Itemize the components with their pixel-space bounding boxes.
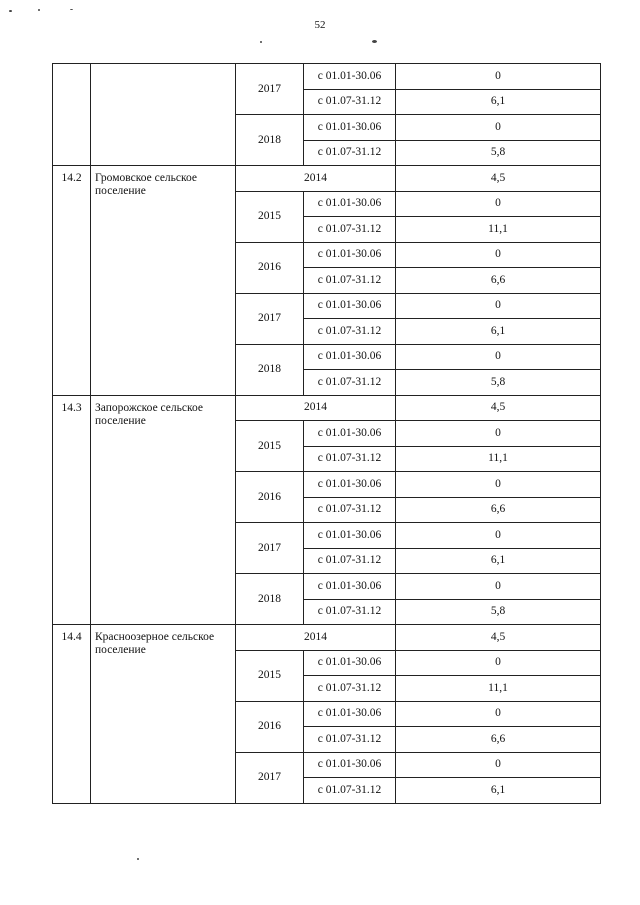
period-cell: с 01.07-31.12 bbox=[304, 599, 396, 625]
period-cell: с 01.01-30.06 bbox=[304, 574, 396, 600]
period-cell: с 01.07-31.12 bbox=[304, 140, 396, 166]
value-cell: 0 bbox=[396, 650, 601, 676]
section-number-cell: 14.4 bbox=[53, 625, 91, 804]
scan-speck bbox=[38, 9, 40, 11]
value-cell: 11,1 bbox=[396, 676, 601, 702]
period-cell: с 01.01-30.06 bbox=[304, 752, 396, 778]
value-cell: 0 bbox=[396, 701, 601, 727]
value-cell: 0 bbox=[396, 191, 601, 217]
table-row bbox=[53, 166, 601, 192]
scan-speck bbox=[260, 41, 262, 43]
base-value-cell: 4,5 bbox=[396, 625, 601, 651]
base-value-cell: 4,5 bbox=[396, 395, 601, 421]
section-name-cell: Запорожское сельское поселение bbox=[91, 395, 236, 625]
section-number-cell bbox=[53, 64, 91, 166]
base-year-cell: 2014 bbox=[236, 395, 396, 421]
value-cell: 0 bbox=[396, 242, 601, 268]
year-cell: 2015 bbox=[236, 191, 304, 242]
period-cell: с 01.01-30.06 bbox=[304, 421, 396, 447]
value-cell: 11,1 bbox=[396, 446, 601, 472]
year-cell: 2016 bbox=[236, 701, 304, 752]
period-cell: с 01.07-31.12 bbox=[304, 217, 396, 243]
value-cell: 6,1 bbox=[396, 778, 601, 804]
section-name-cell: Громовское сельское поселение bbox=[91, 166, 236, 396]
section-name-cell bbox=[91, 64, 236, 166]
period-cell: с 01.07-31.12 bbox=[304, 778, 396, 804]
value-cell: 5,8 bbox=[396, 599, 601, 625]
period-cell: с 01.07-31.12 bbox=[304, 370, 396, 396]
period-cell: с 01.01-30.06 bbox=[304, 115, 396, 141]
period-cell: с 01.01-30.06 bbox=[304, 523, 396, 549]
year-cell: 2017 bbox=[236, 64, 304, 115]
period-cell: с 01.07-31.12 bbox=[304, 446, 396, 472]
base-year-cell: 2014 bbox=[236, 166, 396, 192]
tariff-table bbox=[52, 63, 601, 804]
table-row bbox=[53, 64, 601, 90]
period-cell: с 01.01-30.06 bbox=[304, 701, 396, 727]
value-cell: 11,1 bbox=[396, 217, 601, 243]
period-cell: с 01.07-31.12 bbox=[304, 548, 396, 574]
section-number-cell: 14.3 bbox=[53, 395, 91, 625]
period-cell: с 01.07-31.12 bbox=[304, 497, 396, 523]
scan-speck bbox=[372, 40, 377, 43]
table-row bbox=[53, 625, 601, 651]
year-cell: 2016 bbox=[236, 242, 304, 293]
period-cell: с 01.07-31.12 bbox=[304, 89, 396, 115]
value-cell: 6,6 bbox=[396, 727, 601, 753]
year-cell: 2017 bbox=[236, 293, 304, 344]
section-number-cell: 14.2 bbox=[53, 166, 91, 396]
value-cell: 0 bbox=[396, 293, 601, 319]
scan-speck bbox=[70, 9, 73, 10]
period-cell: с 01.01-30.06 bbox=[304, 242, 396, 268]
value-cell: 0 bbox=[396, 344, 601, 370]
year-cell: 2018 bbox=[236, 574, 304, 625]
value-cell: 6,6 bbox=[396, 497, 601, 523]
year-cell: 2017 bbox=[236, 752, 304, 803]
period-cell: с 01.01-30.06 bbox=[304, 650, 396, 676]
period-cell: с 01.07-31.12 bbox=[304, 727, 396, 753]
base-year-cell: 2014 bbox=[236, 625, 396, 651]
value-cell: 6,1 bbox=[396, 319, 601, 345]
year-cell: 2018 bbox=[236, 115, 304, 166]
year-cell: 2015 bbox=[236, 421, 304, 472]
value-cell: 0 bbox=[396, 115, 601, 141]
value-cell: 0 bbox=[396, 752, 601, 778]
period-cell: с 01.07-31.12 bbox=[304, 676, 396, 702]
period-cell: с 01.01-30.06 bbox=[304, 344, 396, 370]
value-cell: 0 bbox=[396, 574, 601, 600]
period-cell: с 01.07-31.12 bbox=[304, 268, 396, 294]
year-cell: 2017 bbox=[236, 523, 304, 574]
year-cell: 2018 bbox=[236, 344, 304, 395]
value-cell: 0 bbox=[396, 421, 601, 447]
value-cell: 0 bbox=[396, 523, 601, 549]
value-cell: 5,8 bbox=[396, 370, 601, 396]
period-cell: с 01.01-30.06 bbox=[304, 472, 396, 498]
value-cell: 5,8 bbox=[396, 140, 601, 166]
value-cell: 0 bbox=[396, 472, 601, 498]
year-cell: 2015 bbox=[236, 650, 304, 701]
value-cell: 0 bbox=[396, 64, 601, 90]
period-cell: с 01.01-30.06 bbox=[304, 293, 396, 319]
period-cell: с 01.07-31.12 bbox=[304, 319, 396, 345]
table-row bbox=[53, 395, 601, 421]
year-cell: 2016 bbox=[236, 472, 304, 523]
value-cell: 6,6 bbox=[396, 268, 601, 294]
section-name-cell: Красноозерное сельское поселение bbox=[91, 625, 236, 804]
value-cell: 6,1 bbox=[396, 548, 601, 574]
base-value-cell: 4,5 bbox=[396, 166, 601, 192]
scan-speck bbox=[137, 858, 139, 860]
value-cell: 6,1 bbox=[396, 89, 601, 115]
period-cell: с 01.01-30.06 bbox=[304, 64, 396, 90]
scan-speck bbox=[9, 10, 12, 12]
page-number: 52 bbox=[314, 19, 326, 31]
period-cell: с 01.01-30.06 bbox=[304, 191, 396, 217]
